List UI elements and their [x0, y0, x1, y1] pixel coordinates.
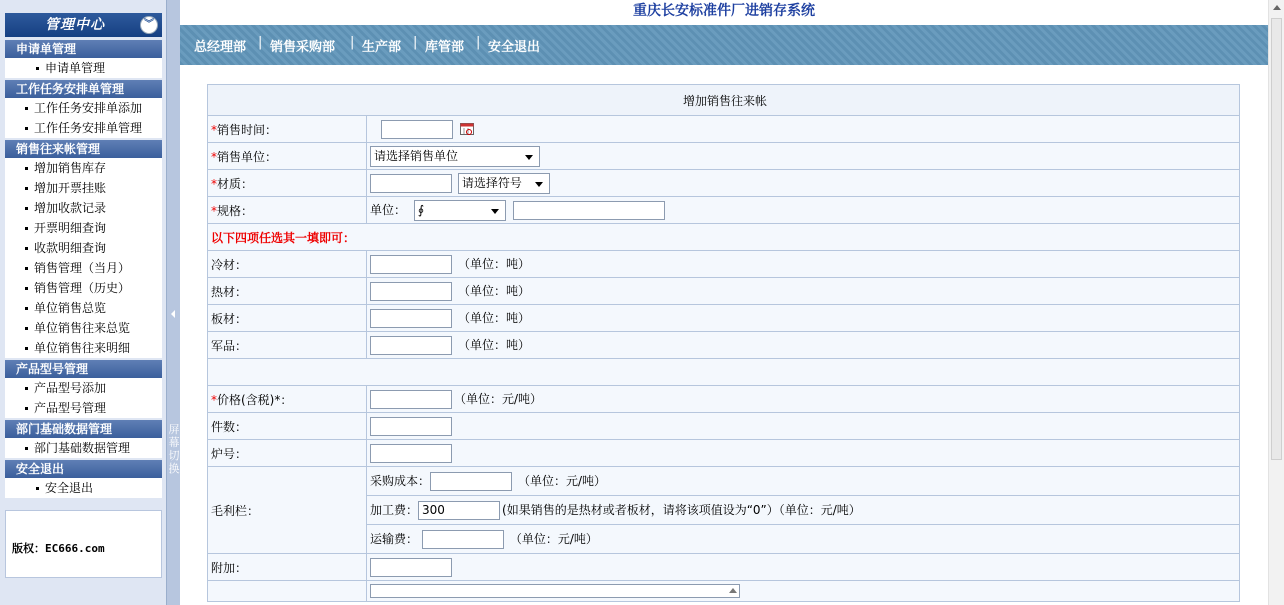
bullet-icon: [25, 267, 28, 270]
cold-material-label: 冷材：: [208, 251, 367, 278]
sidebar-item-dept-data-manage[interactable]: 部门基础数据管理: [5, 438, 162, 458]
system-title: 重庆长安标准件厂进销存系统: [180, 0, 1268, 24]
material-symbol-select[interactable]: 请选择符号: [458, 173, 550, 194]
sale-time-label: *销售时间：: [208, 116, 367, 143]
nav-separator: |: [476, 35, 481, 50]
bullet-icon: [25, 347, 28, 350]
nav-logout[interactable]: 安全退出: [488, 40, 541, 55]
purchase-cost-unit: （单位：元/吨）: [518, 474, 607, 488]
collapse-left-icon[interactable]: [171, 310, 175, 318]
bullet-icon: [36, 67, 39, 70]
sidebar-item-application-manage[interactable]: 申请单管理: [5, 58, 162, 78]
scroll-up-icon[interactable]: [1273, 5, 1281, 10]
processing-fee-note: (如果销售的是热材或者板材，请将该项值设为“0”）（单位：元/吨）: [502, 503, 861, 517]
bullet-icon: [25, 287, 28, 290]
nav-separator: |: [413, 35, 418, 50]
sidebar: [0, 0, 166, 605]
sidebar-group-sales[interactable]: 销售往来帐管理: [5, 140, 162, 158]
price-input[interactable]: [370, 390, 452, 409]
screen-splitter[interactable]: [166, 0, 180, 605]
processing-fee-label: 加工费：: [370, 503, 419, 517]
pieces-label: 件数：: [208, 413, 367, 440]
gross-margin-label: 毛利栏：: [208, 467, 367, 554]
bullet-icon: [25, 447, 28, 450]
freight-input[interactable]: [422, 530, 504, 549]
remarks-textarea[interactable]: [370, 584, 740, 598]
sidebar-group-product-model[interactable]: 产品型号管理: [5, 360, 162, 378]
purchase-cost-input[interactable]: [430, 472, 512, 491]
sidebar-title: 管理中心: [45, 17, 105, 33]
purchase-cost-label: 采购成本：: [370, 474, 431, 488]
sidebar-group-work-task[interactable]: 工作任务安排单管理: [5, 80, 162, 98]
bullet-icon: [25, 127, 28, 130]
furnace-number-input[interactable]: [370, 444, 452, 463]
freight-label: 运输费：: [370, 532, 419, 546]
sidebar-item-sales-1[interactable]: 增加开票挂账: [5, 178, 162, 198]
remarks-label: [208, 581, 367, 602]
sidebar-item-sales-6[interactable]: 销售管理（历史）: [5, 278, 162, 298]
sales-ledger-form: [207, 84, 1240, 602]
furnace-number-label: 炉号：: [208, 440, 367, 467]
plate-material-input[interactable]: [370, 309, 452, 328]
sale-unit-label: *销售单位：: [208, 143, 367, 170]
sidebar-item-sales-7[interactable]: 单位销售总览: [5, 298, 162, 318]
calendar-icon[interactable]: [460, 123, 474, 135]
bullet-icon: [25, 387, 28, 390]
bullet-icon: [25, 207, 28, 210]
nav-separator: |: [258, 35, 263, 50]
nav-production[interactable]: 生产部: [362, 40, 402, 55]
spec-label: *规格：: [208, 197, 367, 224]
ton-unit-label: （单位：吨）: [458, 283, 531, 298]
plate-material-label: 板材：: [208, 305, 367, 332]
sidebar-group-dept-data[interactable]: 部门基础数据管理: [5, 420, 162, 438]
sidebar-item-sales-9[interactable]: 单位销售往来明细: [5, 338, 162, 358]
scrollbar-thumb[interactable]: [1271, 18, 1282, 460]
bullet-icon: [25, 187, 28, 190]
bullet-icon: [25, 327, 28, 330]
sidebar-item-logout[interactable]: 安全退出: [5, 478, 162, 498]
chevron-down-icon: [491, 209, 499, 214]
material-input[interactable]: [370, 174, 452, 193]
sidebar-menu: [5, 40, 162, 498]
nav-sales-purchase[interactable]: 销售采购部: [270, 40, 336, 55]
scroll-up-icon: [729, 588, 737, 593]
copyright-box: [5, 510, 162, 578]
collapse-icon[interactable]: ︾: [140, 16, 158, 34]
bullet-icon: [25, 407, 28, 410]
pieces-input[interactable]: [370, 417, 452, 436]
page-scrollbar[interactable]: [1268, 0, 1284, 605]
price-label: *价格(含税)*：: [208, 386, 367, 413]
ton-unit-label: （单位：吨）: [458, 310, 531, 325]
military-product-input[interactable]: [370, 336, 452, 355]
spec-input[interactable]: [513, 201, 665, 220]
ton-unit-label: （单位：吨）: [458, 256, 531, 271]
material-label: *材质：: [208, 170, 367, 197]
bullet-icon: [36, 487, 39, 490]
military-product-label: 军品：: [208, 332, 367, 359]
sidebar-item-sales-8[interactable]: 单位销售往来总览: [5, 318, 162, 338]
freight-unit: （单位：元/吨）: [509, 532, 598, 546]
sidebar-group-application[interactable]: 申请单管理: [5, 40, 162, 58]
sidebar-item-work-task-manage[interactable]: 工作任务安排单管理: [5, 118, 162, 138]
hot-material-input[interactable]: [370, 282, 452, 301]
sidebar-item-product-model-add[interactable]: 产品型号添加: [5, 378, 162, 398]
chevron-down-icon: [525, 155, 533, 160]
bullet-icon: [25, 167, 28, 170]
chevron-down-icon: [535, 182, 543, 187]
ton-unit-label: （单位：吨）: [458, 337, 531, 352]
spacer-row: [208, 359, 1240, 386]
screen-switch-label[interactable]: 屏幕切换: [168, 423, 180, 475]
spec-unit-select[interactable]: ∮: [414, 200, 506, 221]
form-heading: 增加销售往来帐: [208, 85, 1240, 116]
bullet-icon: [25, 307, 28, 310]
sidebar-header: [5, 13, 162, 37]
bullet-icon: [25, 107, 28, 110]
hot-material-label: 热材：: [208, 278, 367, 305]
sidebar-item-sales-3[interactable]: 开票明细查询: [5, 218, 162, 238]
top-nav: [180, 25, 1268, 65]
cold-material-input[interactable]: [370, 255, 452, 274]
nav-warehouse[interactable]: 库管部: [425, 40, 465, 55]
sidebar-item-sales-5[interactable]: 销售管理（当月）: [5, 258, 162, 278]
extra-label: 附加：: [208, 554, 367, 581]
sidebar-item-sales-2[interactable]: 增加收款记录: [5, 198, 162, 218]
copyright-text: 版权：EC666.com: [12, 542, 105, 555]
spec-unit-label: 单位：: [370, 202, 407, 217]
sidebar-item-sales-0[interactable]: 增加销售库存: [5, 158, 162, 178]
nav-general-manager[interactable]: 总经理部: [194, 40, 247, 55]
extra-input[interactable]: [370, 558, 452, 577]
bullet-icon: [25, 247, 28, 250]
sale-time-input[interactable]: [381, 120, 453, 139]
sidebar-item-product-model-manage[interactable]: 产品型号管理: [5, 398, 162, 418]
sidebar-group-logout[interactable]: 安全退出: [5, 460, 162, 478]
processing-fee-input[interactable]: 300: [418, 501, 500, 520]
nav-separator: |: [350, 35, 355, 50]
sidebar-item-work-task-add[interactable]: 工作任务安排单添加: [5, 98, 162, 118]
price-unit-label: （单位：元/吨）: [454, 391, 543, 406]
bullet-icon: [25, 227, 28, 230]
sale-unit-select[interactable]: 请选择销售单位: [370, 146, 540, 167]
optional-notice: 以下四项任选其一填即可：: [208, 224, 1240, 251]
sidebar-item-sales-4[interactable]: 收款明细查询: [5, 238, 162, 258]
